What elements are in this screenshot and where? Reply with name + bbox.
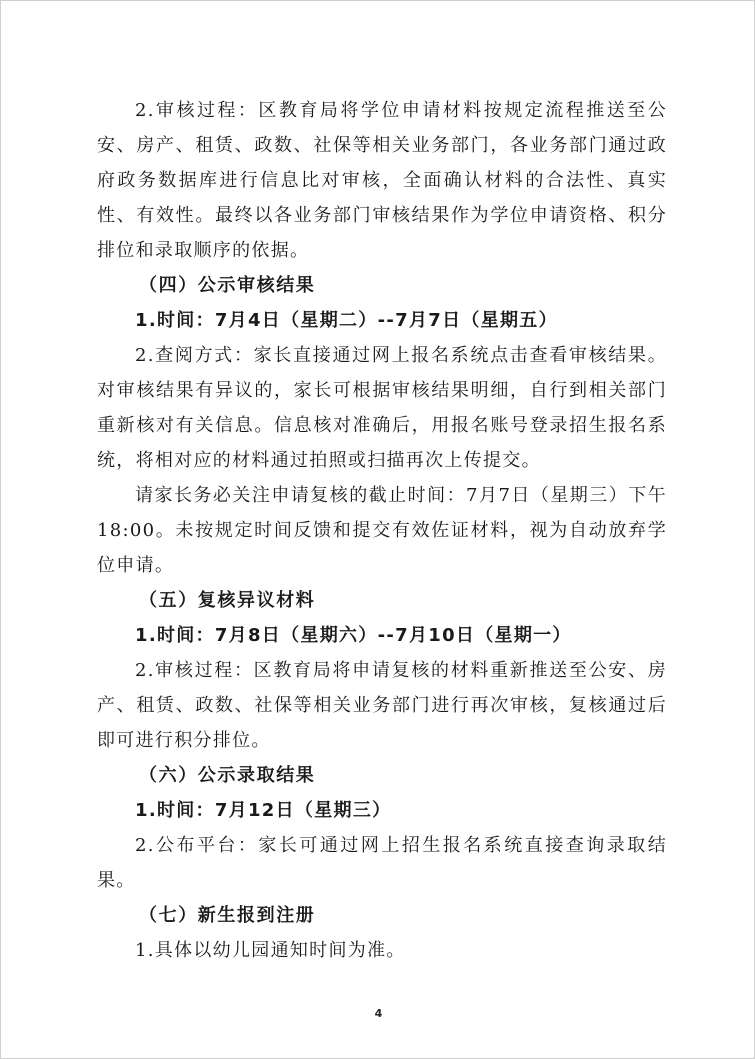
page-number: 4 — [374, 1007, 383, 1020]
document-body — [97, 93, 667, 968]
paragraph-recheck-process: 2.审核过程：区教育局将申请复核的材料重新推送至公安、房产、租赁、政数、社保等相关业务部门进行再次审核，复核通过后即可进行积分排位。 — [97, 660, 667, 751]
paragraph-review-process: 2.审核过程：区教育局将学位申请材料按规定流程推送至公安、房产、租赁、政数、社保等相关业务部门，各业务部门通过政府政务数据库进行信息比对审核，全面确认材料的合法性、真实性、有效性。最终以各业务部门审核结果作为学位申请资格、积分排位和录取顺序的依据。 — [97, 100, 667, 261]
paragraph-registration-notice: 1.具体以幼儿园通知时间为准。 — [135, 940, 406, 961]
section-heading-publish-admission-results: （六）公示录取结果 — [139, 765, 316, 786]
paragraph-review-deadline-notice: 请家长务必关注申请复核的截止时间：7月7日（星期三）下午18:00。未按规定时间反馈和提交有效佐证材料，视为自动放弃学位申请。 — [97, 485, 667, 576]
paragraph-review-results-method: 2.查阅方式：家长直接通过网上报名系统点击查看审核结果。对审核结果有异议的，家长可根据审核结果明细，自行到相关部门重新核对有关信息。信息核对准确后，用报名账号登录招生报名系统，将相对应的材料通过拍照或扫描再次上传提交。 — [97, 345, 667, 471]
paragraph-admission-time: 1.时间：7月12日（星期三） — [135, 800, 392, 821]
section-heading-recheck-materials: （五）复核异议材料 — [139, 590, 316, 611]
paragraph-admission-platform: 2.公布平台：家长可通过网上招生报名系统直接查询录取结果。 — [97, 835, 667, 891]
paragraph-review-results-time: 1.时间：7月4日（星期二）--7月7日（星期五） — [135, 310, 558, 331]
section-heading-publish-review-results: （四）公示审核结果 — [139, 275, 316, 296]
section-heading-new-student-registration: （七）新生报到注册 — [139, 905, 316, 926]
paragraph-recheck-time: 1.时间：7月8日（星期六）--7月10日（星期一） — [135, 625, 572, 646]
